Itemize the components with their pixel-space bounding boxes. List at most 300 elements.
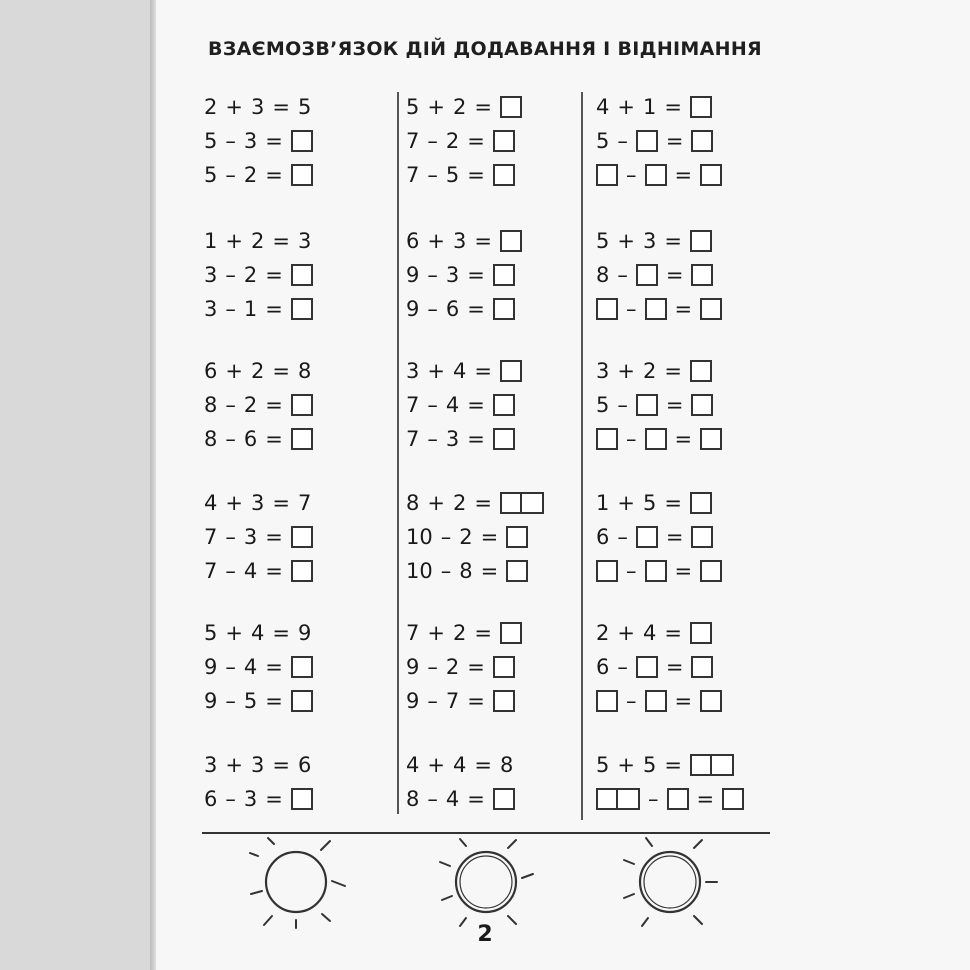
number: 4 xyxy=(406,753,420,777)
number: 5 xyxy=(406,95,420,119)
operator: = xyxy=(665,393,684,417)
number: 8 xyxy=(459,559,473,583)
operator: = xyxy=(665,655,684,679)
number: 6 xyxy=(596,525,610,549)
operator: = xyxy=(265,559,283,583)
equation-row xyxy=(406,256,515,294)
number: 2 xyxy=(452,95,467,119)
operator: + xyxy=(427,753,445,777)
equation-row xyxy=(204,88,311,126)
operator: + xyxy=(427,621,445,645)
number: 2 xyxy=(642,359,657,383)
answer-box[interactable] xyxy=(636,130,658,152)
equation-row xyxy=(204,290,313,328)
equation-row xyxy=(406,420,515,458)
number: 7 xyxy=(445,689,460,713)
answer-box[interactable] xyxy=(596,164,618,186)
operator: – xyxy=(427,297,438,321)
number: 8 xyxy=(297,359,312,383)
column-divider xyxy=(397,92,399,814)
number: 3 xyxy=(445,427,460,451)
page-title: ВЗАЄМОЗВ’ЯЗОК ДІЙ ДОДАВАННЯ І ВІДНІМАННЯ xyxy=(208,38,762,60)
number: 7 xyxy=(406,427,420,451)
answer-box[interactable] xyxy=(291,656,313,678)
number: 5 xyxy=(204,129,218,153)
answer-box[interactable] xyxy=(700,298,722,320)
operator: = xyxy=(265,689,283,713)
operator: = xyxy=(674,689,693,713)
number: 9 xyxy=(406,655,420,679)
answer-box[interactable] xyxy=(291,690,313,712)
operator: – xyxy=(617,263,628,287)
operator: = xyxy=(664,753,682,777)
operator: – xyxy=(626,427,637,451)
number: 2 xyxy=(250,359,265,383)
answer-box[interactable] xyxy=(493,130,515,152)
number: 5 xyxy=(596,229,610,253)
operator: + xyxy=(427,229,445,253)
answer-box[interactable] xyxy=(291,130,313,152)
operator: – xyxy=(427,689,438,713)
operator: = xyxy=(265,393,283,417)
equation-row xyxy=(204,420,313,458)
operator: – xyxy=(427,393,438,417)
number: 2 xyxy=(445,129,460,153)
equation-row xyxy=(204,122,313,160)
equation-row xyxy=(406,352,522,390)
equation-row xyxy=(204,484,311,522)
equation-row xyxy=(204,156,313,194)
operator: = xyxy=(467,163,485,187)
number: 9 xyxy=(406,297,420,321)
number: 2 xyxy=(459,525,473,549)
number: 4 xyxy=(204,491,218,515)
answer-box[interactable] xyxy=(596,560,618,582)
equation-row xyxy=(596,682,722,720)
answer-box[interactable] xyxy=(636,264,658,286)
sun-icon xyxy=(436,836,536,930)
operator: – xyxy=(427,263,438,287)
number: 5 xyxy=(596,129,610,153)
answer-box[interactable] xyxy=(636,656,658,678)
operator: = xyxy=(474,491,492,515)
number: 6 xyxy=(204,787,218,811)
operator: = xyxy=(272,491,290,515)
answer-box[interactable] xyxy=(500,96,522,118)
operator: = xyxy=(265,787,283,811)
operator: + xyxy=(427,491,445,515)
operator: + xyxy=(617,229,635,253)
answer-box[interactable] xyxy=(291,560,313,582)
equation-row xyxy=(406,122,515,160)
equation-row xyxy=(204,648,313,686)
equation-row xyxy=(204,222,311,260)
operator: – xyxy=(617,525,628,549)
operator: = xyxy=(265,427,283,451)
answer-box[interactable] xyxy=(493,164,515,186)
operator: – xyxy=(427,163,438,187)
answer-box[interactable] xyxy=(645,690,667,712)
equation-row xyxy=(596,552,722,590)
equation-row xyxy=(406,290,515,328)
number: 3 xyxy=(243,129,258,153)
answer-box[interactable] xyxy=(690,492,712,514)
number: 3 xyxy=(243,525,258,549)
answer-box[interactable] xyxy=(493,394,515,416)
sun-icon xyxy=(248,836,348,930)
equation-row xyxy=(406,484,544,522)
number: 7 xyxy=(406,163,420,187)
answer-box[interactable] xyxy=(691,394,713,416)
number: 2 xyxy=(445,655,460,679)
operator: = xyxy=(467,393,485,417)
number: 7 xyxy=(204,525,218,549)
number: 5 xyxy=(445,163,460,187)
operator: – xyxy=(225,689,236,713)
answer-box[interactable] xyxy=(596,298,618,320)
operator: – xyxy=(225,525,236,549)
answer-box[interactable] xyxy=(645,560,667,582)
equation-row xyxy=(204,386,313,424)
number: 3 xyxy=(204,297,218,321)
number: 6 xyxy=(596,655,610,679)
operator: = xyxy=(467,129,485,153)
answer-box[interactable] xyxy=(500,230,522,252)
operator: – xyxy=(427,129,438,153)
number: 3 xyxy=(204,263,218,287)
number: 10 xyxy=(406,525,433,549)
operator: + xyxy=(427,95,445,119)
operator: – xyxy=(225,655,236,679)
number: 4 xyxy=(596,95,610,119)
operator: – xyxy=(427,427,438,451)
operator: – xyxy=(626,297,637,321)
equation-row xyxy=(204,552,313,590)
number: 3 xyxy=(406,359,420,383)
number: 2 xyxy=(243,163,258,187)
number: 1 xyxy=(596,491,610,515)
answer-box[interactable] xyxy=(700,428,722,450)
number: 3 xyxy=(297,229,312,253)
equation-row xyxy=(596,88,712,126)
number: 3 xyxy=(596,359,610,383)
operator: = xyxy=(474,95,492,119)
number: 4 xyxy=(445,787,460,811)
equation-row xyxy=(596,746,734,784)
operator: = xyxy=(467,787,485,811)
number: 8 xyxy=(406,491,420,515)
operator: = xyxy=(467,263,485,287)
operator: + xyxy=(225,621,243,645)
number: 4 xyxy=(250,621,265,645)
number: 3 xyxy=(204,753,218,777)
equation-row xyxy=(204,352,311,390)
equation-row xyxy=(596,614,712,652)
operator: = xyxy=(664,621,682,645)
operator: – xyxy=(225,427,236,451)
operator: – xyxy=(626,559,637,583)
operator: – xyxy=(440,559,452,583)
operator: = xyxy=(265,525,283,549)
operator: – xyxy=(648,787,659,811)
number: 9 xyxy=(406,689,420,713)
number: 10 xyxy=(406,559,433,583)
answer-box[interactable] xyxy=(700,690,722,712)
number: 7 xyxy=(204,559,218,583)
operator: = xyxy=(665,263,684,287)
answer-box[interactable] xyxy=(690,230,712,252)
operator: + xyxy=(225,95,243,119)
equation-row xyxy=(406,518,528,556)
operator: = xyxy=(674,297,693,321)
operator: = xyxy=(665,525,684,549)
operator: – xyxy=(617,393,628,417)
operator: = xyxy=(480,559,499,583)
operator: + xyxy=(225,753,243,777)
answer-box[interactable] xyxy=(506,526,528,548)
operator: – xyxy=(626,689,637,713)
number: 4 xyxy=(452,359,467,383)
equation-row xyxy=(596,122,713,160)
answer-box[interactable] xyxy=(690,96,712,118)
operator: = xyxy=(265,263,283,287)
operator: = xyxy=(664,359,682,383)
equation-row xyxy=(406,682,515,720)
equation-row xyxy=(204,780,313,818)
equation-row xyxy=(596,256,713,294)
equation-row xyxy=(204,746,311,784)
number: 1 xyxy=(204,229,218,253)
answer-box[interactable] xyxy=(493,690,515,712)
operator: = xyxy=(664,95,682,119)
number: 3 xyxy=(250,95,265,119)
number: 6 xyxy=(297,753,312,777)
number: 3 xyxy=(250,753,265,777)
answer-box[interactable] xyxy=(291,164,313,186)
operator: – xyxy=(427,787,438,811)
answer-box[interactable] xyxy=(645,298,667,320)
answer-box[interactable] xyxy=(493,428,515,450)
answer-box[interactable] xyxy=(493,656,515,678)
operator: = xyxy=(272,95,290,119)
number: 8 xyxy=(406,787,420,811)
operator: = xyxy=(265,655,283,679)
number: 9 xyxy=(297,621,312,645)
answer-box[interactable] xyxy=(645,428,667,450)
answer-box[interactable] xyxy=(596,428,618,450)
column-divider xyxy=(581,92,583,820)
equation-row xyxy=(406,386,515,424)
equation-row xyxy=(406,746,513,784)
number: 8 xyxy=(499,753,514,777)
equation-row xyxy=(204,518,313,556)
number: 4 xyxy=(642,621,657,645)
equation-row xyxy=(596,780,744,818)
operator: + xyxy=(225,359,243,383)
operator: + xyxy=(225,229,243,253)
answer-box[interactable] xyxy=(493,788,515,810)
number: 7 xyxy=(297,491,312,515)
operator: = xyxy=(696,787,715,811)
number: 2 xyxy=(204,95,218,119)
operator: = xyxy=(474,229,492,253)
number: 8 xyxy=(204,393,218,417)
operator: – xyxy=(225,129,236,153)
operator: – xyxy=(225,787,236,811)
operator: + xyxy=(617,95,635,119)
number: 6 xyxy=(445,297,460,321)
answer-box[interactable] xyxy=(700,560,722,582)
operator: = xyxy=(665,129,684,153)
operator: – xyxy=(225,263,236,287)
number: 3 xyxy=(452,229,467,253)
operator: = xyxy=(265,297,283,321)
operator: = xyxy=(272,359,290,383)
operator: = xyxy=(474,359,492,383)
equation-row xyxy=(204,682,313,720)
number: 1 xyxy=(642,95,657,119)
number: 4 xyxy=(243,559,258,583)
answer-box[interactable] xyxy=(691,264,713,286)
equation-row xyxy=(406,780,515,818)
answer-box[interactable] xyxy=(506,560,528,582)
equation-row xyxy=(406,648,515,686)
answer-box[interactable] xyxy=(493,264,515,286)
number: 5 xyxy=(596,753,610,777)
number: 2 xyxy=(250,229,265,253)
operator: + xyxy=(427,359,445,383)
equation-row xyxy=(406,88,522,126)
operator: – xyxy=(617,655,628,679)
operator: + xyxy=(225,491,243,515)
answer-box[interactable] xyxy=(291,788,313,810)
number: 9 xyxy=(204,689,218,713)
equation-row xyxy=(406,614,522,652)
number: 7 xyxy=(406,393,420,417)
equation-row xyxy=(596,352,712,390)
answer-box[interactable] xyxy=(596,690,618,712)
answer-box[interactable] xyxy=(667,788,689,810)
operator: = xyxy=(272,229,290,253)
equation-row xyxy=(204,256,313,294)
answer-box[interactable] xyxy=(500,622,522,644)
operator: = xyxy=(467,297,485,321)
answer-box[interactable] xyxy=(636,526,658,548)
operator: = xyxy=(474,621,492,645)
sun-icon xyxy=(620,836,720,930)
operator: – xyxy=(225,297,236,321)
answer-box[interactable] xyxy=(500,360,522,382)
answer-box[interactable] xyxy=(700,164,722,186)
operator: – xyxy=(225,559,236,583)
number: 3 xyxy=(243,787,258,811)
operator: = xyxy=(480,525,499,549)
answer-box[interactable] xyxy=(493,298,515,320)
number: 1 xyxy=(243,297,258,321)
operator: – xyxy=(617,129,628,153)
answer-box[interactable] xyxy=(691,656,713,678)
equation-row xyxy=(596,518,713,556)
bottom-rule xyxy=(202,832,770,834)
equation-row xyxy=(596,222,712,260)
number: 6 xyxy=(406,229,420,253)
double-answer-box[interactable] xyxy=(500,492,544,514)
equation-row xyxy=(596,420,722,458)
number: 6 xyxy=(243,427,258,451)
equation-row xyxy=(596,648,713,686)
operator: = xyxy=(474,753,492,777)
operator: = xyxy=(664,491,682,515)
number: 5 xyxy=(642,491,657,515)
operator: – xyxy=(225,163,236,187)
number: 7 xyxy=(406,129,420,153)
number: 4 xyxy=(445,393,460,417)
equation-row xyxy=(406,156,515,194)
number: 3 xyxy=(642,229,657,253)
operator: = xyxy=(265,163,283,187)
number: 5 xyxy=(642,753,657,777)
answer-box[interactable] xyxy=(291,428,313,450)
answer-box[interactable] xyxy=(291,394,313,416)
answer-box[interactable] xyxy=(691,526,713,548)
number: 9 xyxy=(406,263,420,287)
number: 8 xyxy=(204,427,218,451)
number: 7 xyxy=(406,621,420,645)
operator: + xyxy=(617,359,635,383)
number: 3 xyxy=(250,491,265,515)
number: 2 xyxy=(452,491,467,515)
operator: = xyxy=(265,129,283,153)
operator: = xyxy=(674,559,693,583)
operator: = xyxy=(467,655,485,679)
number: 2 xyxy=(243,263,258,287)
operator: = xyxy=(467,427,485,451)
operator: + xyxy=(617,621,635,645)
equation-row xyxy=(204,614,311,652)
answer-box[interactable] xyxy=(722,788,744,810)
operator: = xyxy=(272,753,290,777)
number: 2 xyxy=(596,621,610,645)
operator: = xyxy=(674,427,693,451)
operator: = xyxy=(664,229,682,253)
answer-box[interactable] xyxy=(691,130,713,152)
answer-box[interactable] xyxy=(690,622,712,644)
operator: – xyxy=(626,163,637,187)
answer-box[interactable] xyxy=(291,526,313,548)
equation-row xyxy=(596,386,713,424)
answer-box[interactable] xyxy=(690,360,712,382)
number: 5 xyxy=(297,95,312,119)
number: 2 xyxy=(243,393,258,417)
equation-row xyxy=(596,290,722,328)
double-answer-box[interactable] xyxy=(596,788,640,810)
equation-row xyxy=(596,156,722,194)
operator: – xyxy=(427,655,438,679)
operator: – xyxy=(440,525,452,549)
equation-row xyxy=(406,552,528,590)
answer-box[interactable] xyxy=(636,394,658,416)
operator: = xyxy=(272,621,290,645)
answer-box[interactable] xyxy=(291,298,313,320)
number: 3 xyxy=(445,263,460,287)
answer-box[interactable] xyxy=(291,264,313,286)
operator: = xyxy=(674,163,693,187)
equation-row xyxy=(406,222,522,260)
number: 2 xyxy=(452,621,467,645)
double-answer-box[interactable] xyxy=(690,754,734,776)
number: 8 xyxy=(596,263,610,287)
answer-box[interactable] xyxy=(645,164,667,186)
